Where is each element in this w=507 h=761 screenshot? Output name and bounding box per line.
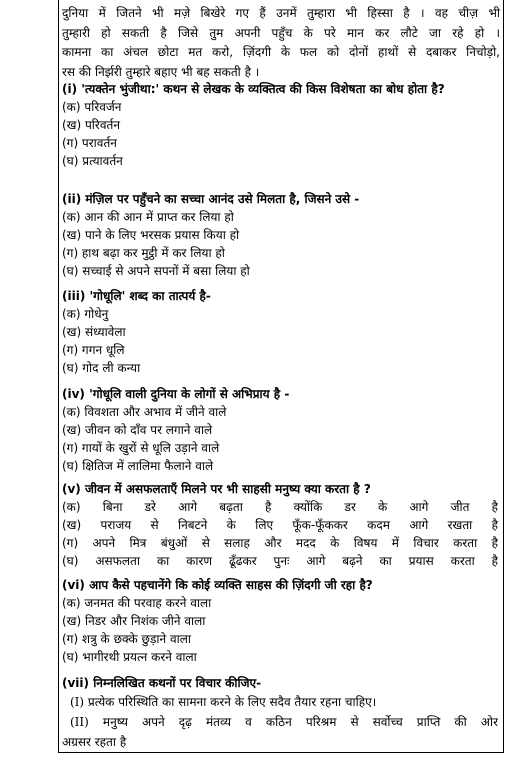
statement-2-continued: अग्रसर रहता है	[62, 735, 127, 749]
option-b[interactable]: (ख) पाने के लिए भरसक प्रयास किया हो	[62, 228, 240, 242]
option-b[interactable]: (ख) संध्यावेला	[62, 325, 126, 339]
question-2	[62, 191, 498, 280]
option-d[interactable]: (घ) भागीरथी प्रयत्न करने वाला	[62, 650, 197, 664]
question-title: (vi) आप कैसे पहचानेंगे कि कोई व्यक्ति साहस की ज़िंदगी जी रहा है?	[62, 578, 373, 592]
option-d[interactable]: (घ) असफलता का कारण ढूँढकर पुनः आगे बढ़ने का प्रयास करता है	[62, 554, 498, 568]
option-d[interactable]: (घ) क्षितिज में लालिमा फैलाने वाले	[62, 459, 214, 473]
bottom-border	[58, 752, 504, 753]
question-title: (ii) मंज़िल पर पहुँचने का सच्चा आनंद उसे मिलता है, जिसने उसे -	[62, 192, 360, 206]
option-b[interactable]: (ख) परिवर्तन	[62, 118, 120, 132]
right-border	[503, 0, 504, 752]
question-title: (iv) 'गोधूलि वाली दुनिया के लोगों से अभिप्राय है -	[62, 387, 290, 401]
option-d[interactable]: (घ) गोद ली कन्या	[62, 361, 141, 375]
question-6	[62, 577, 498, 666]
statement-1: (I) प्रत्येक परिस्थिति का सामना करने के लिए सदैव तैयार रहना चाहिए।	[70, 695, 377, 709]
statement-2: (II) मनुष्य अपने दृढ़ मंतव्य व कठिन परिश्रम से सर्वोच्च प्राप्ति की ओर	[70, 715, 498, 729]
option-c[interactable]: (ग) शत्रु के छक्के छुड़ाने वाला	[62, 632, 191, 646]
option-c[interactable]: (ग) गगन धूलि	[62, 343, 125, 357]
question-title: (iii) 'गोधूलि' शब्द का तात्पर्य है-	[62, 289, 211, 303]
option-b[interactable]: (ख) जीवन को दाँव पर लगाने वाले	[62, 423, 213, 437]
option-c[interactable]: (ग) गायों के खुरों से धूलि उड़ाने वाले	[62, 441, 220, 455]
passage-line: कामना का अंचल छोटा मत करो, ज़िंदगी के फल को दोनों हाथों से दबाकर निचोड़ो,	[62, 45, 500, 59]
option-b[interactable]: (ख) निडर और निशंक जीने वाला	[62, 614, 206, 628]
option-a[interactable]: (क) विवशता और अभाव में जीने वाले	[62, 405, 227, 419]
option-c[interactable]: (ग) अपने मित्र बंधुओं से सलाह और मदद के विषय में विचार करता है	[62, 536, 498, 550]
left-border	[58, 0, 59, 752]
passage-line: तुम्हारी हो सकती है जिसे तुम अपनी पहुँच के परे मान कर लौटे जा रहे हो ।	[62, 25, 500, 40]
question-5	[62, 481, 498, 570]
option-a[interactable]: (क) आन की आन में प्राप्त कर लिया हो	[62, 210, 234, 224]
question-7	[62, 675, 498, 752]
option-a[interactable]: (क) परिवर्जन	[62, 100, 122, 114]
option-a[interactable]: (क) जनमत की परवाह करने वाला	[62, 596, 212, 610]
passage	[62, 4, 500, 82]
question-3	[62, 288, 498, 377]
option-d[interactable]: (घ) सच्चाई से अपने सपनों में बसा लिया हो	[62, 264, 250, 278]
passage-line: रस की निर्झरी तुम्हारे बहाए भी बह सकती है ।	[62, 64, 260, 79]
option-a[interactable]: (क) गोधेनु	[62, 307, 109, 321]
option-a[interactable]: (क) बिना डरे आगे बढ़ता है क्योंकि डर के आगे जीत है	[62, 500, 498, 514]
question-title: (i) 'त्यक्तेन भुंजीथा:' कथन से लेखक के व्यक्तित्व की किस विशेषता का बोध होता है?	[62, 82, 445, 96]
question-title: (v) जीवन में असफलताएँ मिलने पर भी साहसी मनुष्य क्या करता है ?	[62, 482, 371, 496]
passage-line: दुनिया में जितने भी मज़े बिखेरे गए हैं उनमें तुम्हारा भी हिस्सा है । वह चीज़ भी	[62, 6, 500, 20]
option-c[interactable]: (ग) परावर्तन	[62, 136, 117, 150]
option-c[interactable]: (ग) हाथ बढ़ा कर मुट्ठी में कर लिया हो	[62, 246, 225, 260]
question-4	[62, 386, 498, 475]
option-d[interactable]: (घ) प्रत्यावर्तन	[62, 154, 123, 168]
question-1	[62, 81, 498, 170]
question-title: (vii) निम्नलिखित कथनों पर विचार कीजिए-	[62, 676, 262, 690]
option-b[interactable]: (ख) पराजय से निबटने के लिए फूँक-फूँककर कदम आगे रखता है	[62, 518, 498, 532]
